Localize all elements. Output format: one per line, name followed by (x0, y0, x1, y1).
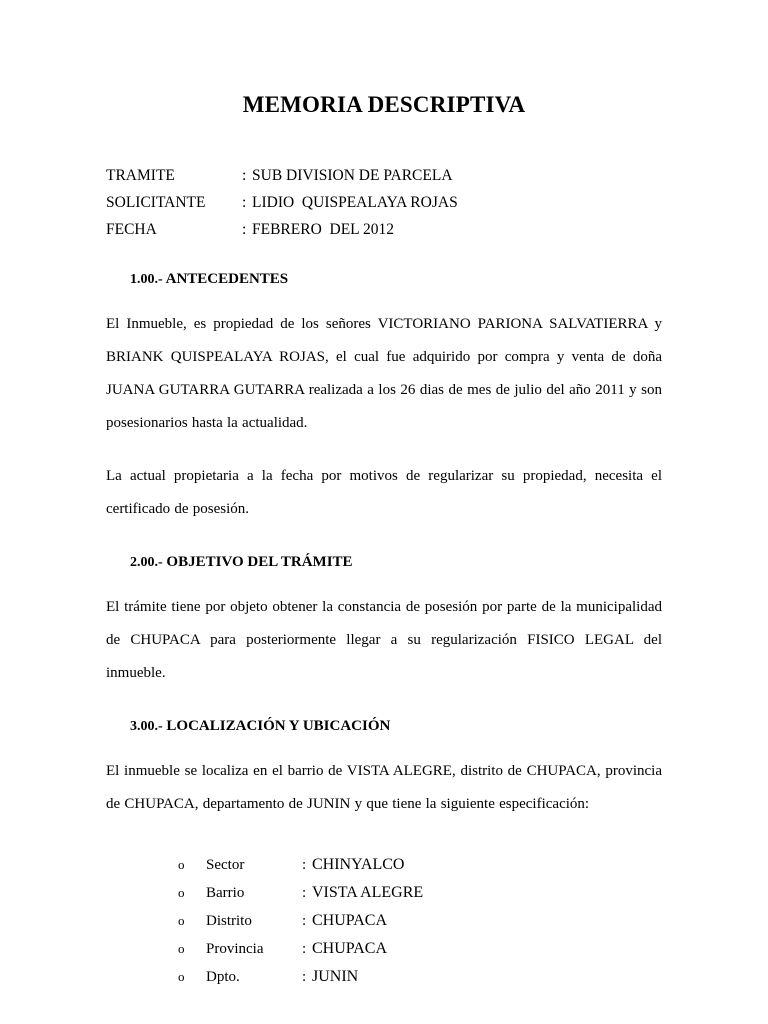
list-value-distrito: CHUPACA (312, 912, 387, 929)
list-colon-sector: : (302, 857, 307, 873)
bullet-icon: o (178, 885, 185, 900)
list-label-distrito: Distrito (206, 913, 252, 929)
section-number-2: 2.00.- (130, 555, 163, 570)
list-item (178, 879, 662, 907)
bullet-icon: o (178, 857, 185, 872)
page-title: MEMORIA DESCRIPTIVA (242, 92, 526, 117)
section-heading-localizacion (130, 718, 662, 735)
list-item (178, 963, 662, 991)
meta-colon-fecha: : (242, 221, 247, 238)
section-number-1: 1.00.- (130, 272, 163, 287)
paragraph-objetivo-1: El trámite tiene por objeto obtener la constancia de posesión por parte de la municipalidad de CHUPACA para posteriormente llegar a su regularización FISICO LEGAL del inmueble. (106, 599, 662, 681)
list-colon-barrio: : (302, 885, 307, 901)
meta-label-fecha: FECHA (106, 221, 157, 238)
meta-value-fecha: FEBRERO DEL 2012 (252, 221, 394, 238)
bullet-icon: o (178, 913, 185, 928)
meta-row-solicitante (106, 189, 662, 216)
list-value-dpto: JUNIN (312, 968, 359, 985)
document-meta-block (106, 162, 662, 243)
list-label-sector: Sector (206, 857, 245, 873)
meta-colon-tramite: : (242, 167, 247, 184)
list-colon-provincia: : (302, 941, 307, 957)
paragraph-antecedentes-1: El Inmueble, es propiedad de los señores VICTORIANO PARIONA SALVATIERRA y BRIANK QUISPEALAYA ROJAS, el cual fue adquirido por compra y venta de doña JUANA GUTARRA GUTARRA realizada a los 26 dias de mes de julio del año 2011 y son posesionarios hasta la actualidad. (106, 316, 662, 431)
paragraph-antecedentes-2: La actual propietaria a la fecha por motivos de regularizar su propiedad, necesita el certificado de posesión. (106, 468, 662, 517)
list-colon-distrito: : (302, 913, 307, 929)
section-heading-objetivo (130, 554, 662, 571)
section-number-3: 3.00.- (130, 719, 163, 734)
section-heading-antecedentes (130, 271, 662, 288)
meta-value-tramite: SUB DIVISION DE PARCELA (252, 167, 453, 184)
list-colon-dpto: : (302, 969, 307, 985)
list-label-barrio: Barrio (206, 885, 245, 901)
list-item (178, 935, 662, 963)
meta-label-solicitante: SOLICITANTE (106, 194, 206, 211)
list-value-barrio: VISTA ALEGRE (312, 884, 424, 901)
meta-row-fecha (106, 216, 662, 243)
section-title-1: ANTECEDENTES (165, 271, 289, 287)
list-label-dpto: Dpto. (206, 969, 240, 985)
list-item (178, 851, 662, 879)
bullet-icon: o (178, 941, 185, 956)
list-value-provincia: CHUPACA (312, 940, 387, 957)
section-title-3: LOCALIZACIÓN Y UBICACIÓN (166, 718, 391, 734)
meta-value-solicitante: LIDIO QUISPEALAYA ROJAS (252, 194, 458, 211)
meta-label-tramite: TRAMITE (106, 167, 175, 184)
localizacion-list (106, 851, 662, 991)
list-label-provincia: Provincia (206, 941, 264, 957)
paragraph-localizacion-1: El inmueble se localiza en el barrio de VISTA ALEGRE, distrito de CHUPACA, provincia de CHUPACA, departamento de JUNIN y que tiene la siguiente especificación: (106, 763, 662, 812)
list-value-sector: CHINYALCO (312, 856, 405, 873)
section-title-2: OBJETIVO DEL TRÁMITE (166, 554, 353, 570)
list-item (178, 907, 662, 935)
meta-colon-solicitante: : (242, 194, 247, 211)
bullet-icon: o (178, 969, 185, 984)
meta-row-tramite (106, 162, 662, 189)
